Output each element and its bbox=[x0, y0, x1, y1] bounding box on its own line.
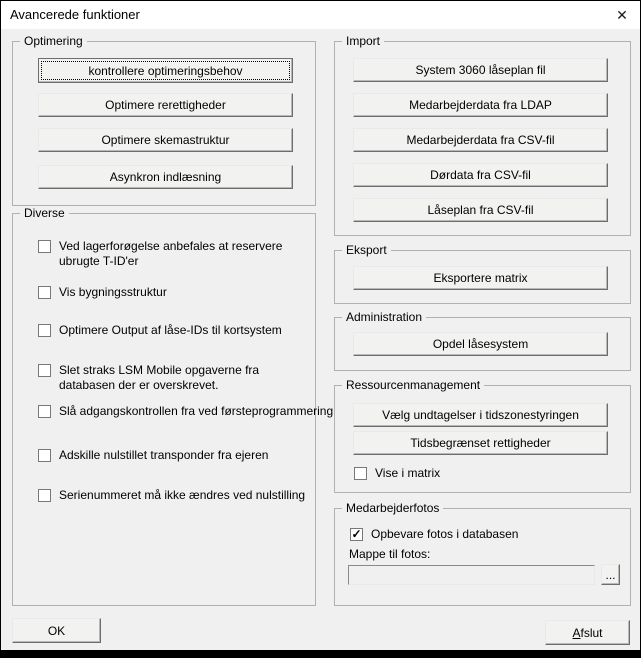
ellipsis-icon: ... bbox=[605, 567, 616, 582]
checkbox-slaa-adgangskontrol[interactable] bbox=[38, 404, 333, 419]
button-label: kontrollere optimeringsbehov bbox=[88, 63, 243, 78]
tidsbegraenset-rettigheder-button[interactable] bbox=[353, 431, 608, 455]
checkbox-box bbox=[38, 286, 51, 299]
checkbox-vise-i-matrix[interactable] bbox=[354, 466, 440, 481]
import-medarbejder-csv-button[interactable] bbox=[353, 128, 608, 152]
mappe-til-fotos-label: Mappe til fotos: bbox=[349, 547, 431, 561]
browse-folder-button[interactable] bbox=[601, 564, 620, 585]
button-label: Eksportere matrix bbox=[433, 271, 528, 285]
group-ressourcenmanagement-label: Ressourcenmanagement bbox=[342, 378, 484, 392]
close-button[interactable] bbox=[610, 5, 634, 25]
dialog-body bbox=[1, 1, 640, 650]
mnemonic-letter: A bbox=[572, 625, 581, 640]
checkbox-box bbox=[38, 449, 51, 462]
eksportere-matrix-button[interactable] bbox=[353, 266, 608, 290]
checkbox-box bbox=[354, 467, 367, 480]
ok-button[interactable] bbox=[12, 618, 101, 643]
button-label: Optimere rerettigheder bbox=[105, 98, 226, 112]
checkbox-vis-bygningsstruktur[interactable] bbox=[38, 285, 167, 300]
checkbox-box bbox=[38, 364, 51, 377]
group-eksport-label: Eksport bbox=[342, 243, 391, 257]
checkbox-label: Vis bygningsstruktur bbox=[59, 285, 167, 299]
group-medarbejderfotos-label: Medarbejderfotos bbox=[342, 501, 443, 515]
button-label: Optimere skemastruktur bbox=[101, 133, 230, 147]
checkbox-label: Serienummeret må ikke ændres ved nulstilling bbox=[59, 488, 306, 502]
checkbox-label: Slet straks LSM Mobile opgaverne fra databasen der er overskrevet. bbox=[59, 363, 260, 392]
button-label: Tidsbegrænset rettigheder bbox=[410, 436, 551, 450]
checkbox-label: Ved lagerforøgelse anbefales at reservere ubrugte T-ID'er bbox=[59, 239, 283, 268]
import-doerdata-csv-button[interactable] bbox=[353, 163, 608, 187]
button-label: Asynkron indlæsning bbox=[109, 170, 222, 184]
window-title: Avancerede funktioner bbox=[10, 7, 140, 22]
button-label: Medarbejderdata fra CSV-fil bbox=[406, 133, 555, 147]
close-icon: ✕ bbox=[616, 6, 628, 23]
button-label: Dørdata fra CSV-fil bbox=[430, 168, 531, 182]
asynkron-indlaesning-button[interactable] bbox=[38, 165, 293, 189]
checkbox-box bbox=[38, 240, 51, 253]
afslut-button[interactable] bbox=[545, 620, 630, 645]
photo-folder-input[interactable] bbox=[348, 565, 595, 585]
titlebar[interactable] bbox=[1, 1, 640, 29]
button-label: Låseplan fra CSV-fil bbox=[427, 203, 534, 217]
checkmark-icon: ✓ bbox=[351, 527, 362, 541]
checkbox-serienummer[interactable] bbox=[38, 488, 305, 503]
button-label: Opdel låsesystem bbox=[432, 337, 529, 351]
checkbox-box bbox=[38, 489, 51, 502]
checkbox-label: Slå adgangskontrollen fra ved førsteprogrammering bbox=[59, 404, 334, 418]
import-ldap-button[interactable] bbox=[353, 93, 608, 117]
checkbox-label: Adskille nulstillet transponder fra ejeren bbox=[59, 448, 269, 462]
group-optimering-label: Optimering bbox=[20, 34, 87, 48]
checkbox-opbevare-fotos[interactable] bbox=[350, 527, 518, 542]
checkbox-box bbox=[38, 324, 51, 337]
checkbox-reserve-tids[interactable] bbox=[38, 239, 304, 269]
import-laaseplan-csv-button[interactable] bbox=[353, 198, 608, 222]
checkbox-label: Opbevare fotos i databasen bbox=[371, 527, 519, 541]
button-label: System 3060 låseplan fil bbox=[415, 63, 546, 77]
opdel-laasesystem-button[interactable] bbox=[353, 332, 608, 356]
group-administration-label: Administration bbox=[342, 310, 426, 324]
button-label: Medarbejderdata fra LDAP bbox=[409, 98, 552, 112]
vaelg-undtagelser-button[interactable] bbox=[353, 403, 608, 427]
group-diverse-label: Diverse bbox=[20, 206, 69, 220]
label-rest: fslut bbox=[580, 625, 603, 640]
group-import-label: Import bbox=[342, 34, 384, 48]
checkbox-adskille-transponder[interactable] bbox=[38, 448, 268, 463]
optimere-rerettigheder-button[interactable] bbox=[38, 93, 293, 117]
kontrollere-optimeringsbehov-button[interactable] bbox=[38, 58, 293, 83]
checkbox-label: Optimere Output af låse-IDs til kortsystem bbox=[59, 323, 282, 337]
import-system3060-button[interactable] bbox=[353, 58, 608, 82]
checkbox-slet-lsm-mobile[interactable] bbox=[38, 363, 304, 393]
checkbox-optimere-output[interactable] bbox=[38, 323, 282, 338]
checkbox-box bbox=[38, 405, 51, 418]
button-label: OK bbox=[47, 623, 66, 638]
button-label bbox=[572, 626, 602, 640]
checkbox-label: Vise i matrix bbox=[375, 466, 441, 480]
button-label: Vælg undtagelser i tidszonestyringen bbox=[382, 408, 579, 422]
optimere-skemastruktur-button[interactable] bbox=[38, 128, 293, 152]
checkbox-box bbox=[350, 528, 363, 541]
